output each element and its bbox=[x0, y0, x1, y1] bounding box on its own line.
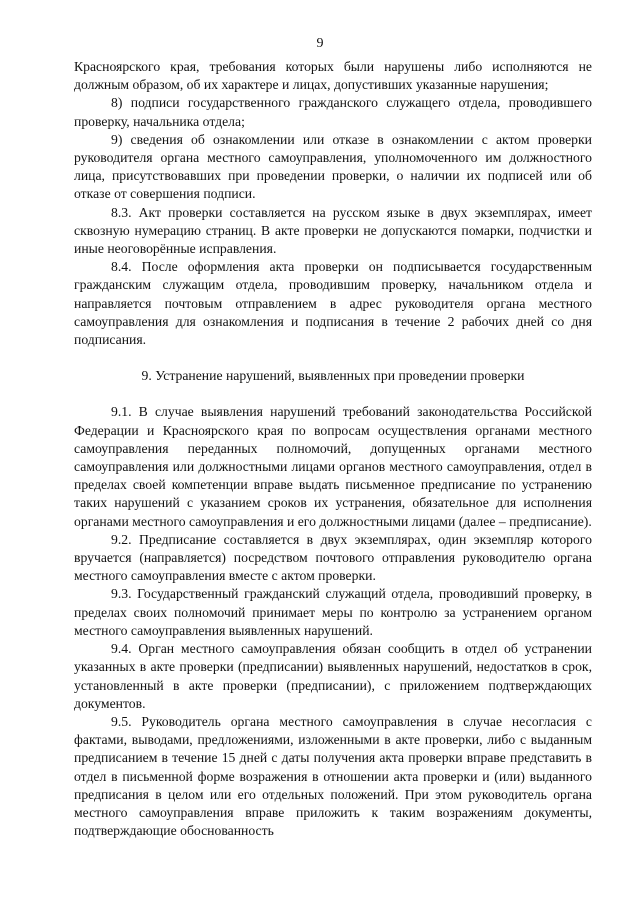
paragraph-item-9: 9) сведения об ознакомлении или отказе в ознакомлении с актом проверки руководителя органа местного самоуправления, уполномоченного им должностного лица, присутствовавших при проведении проверки, о наличии их подписей или об отказе от совершения подписи. bbox=[74, 131, 592, 202]
paragraph-9-2: 9.2. Предписание составляется в двух экземплярах, один экземпляр которого вручается (направляется) посредством почтового отправления руководителю органа местного самоуправления вместе с актом проверки. bbox=[74, 531, 592, 584]
paragraph-9-5: 9.5. Руководитель органа местного самоуправления в случае несогласия с фактами, выводами, предложениями, изложенными в акте проверки, либо с выданным предписанием в течение 15 дней с даты получения акта проверки вправе представить в отдел в письменной форме возражения в отношении акта проверки и (или) выданного предписания в целом или его отдельных положений. При этом руководитель органа местного самоуправления вправе приложить к таким возражениям документы, подтверждающие обоснованность bbox=[74, 713, 592, 839]
paragraph-8-3: 8.3. Акт проверки составляется на русском языке в двух экземплярах, имеет сквозную нумерацию страниц. В акте проверки не допускаются помарки, подчистки и иные неоговорённые исправления. bbox=[74, 204, 592, 257]
section-heading: 9. Устранение нарушений, выявленных при проведении проверки bbox=[141, 368, 525, 384]
paragraph-9-1: 9.1. В случае выявления нарушений требований законодательства Российской Федерации и Красноярского края по вопросам осуществления органами местного самоуправления переданных полномочий, допущенных органами местного самоуправления или должностными лицами органов местного самоуправления, отдел в пределах своей компетенции вправе выдать письменное предписание по устранению таких нарушений с указанием сроков их устранения, обязательное для исполнения органами местного самоуправления и его должностными лицами (далее – предписание). bbox=[74, 404, 592, 529]
document-body bbox=[74, 58, 592, 840]
paragraph-continuation: Красноярского края, требования которых были нарушены либо исполняются не должным образом, об их характере и лицах, допустивших указанные нарушения; bbox=[74, 59, 592, 93]
paragraph-9-4: 9.4. Орган местного самоуправления обязан сообщить в отдел об устранении указанных в акте проверки (предписании) выявленных нарушений, недостатков в срок, установленный в акте проверки (предписании), с приложением подтверждающих документов. bbox=[74, 641, 592, 711]
paragraph-8-4: 8.4. После оформления акта проверки он подписывается государственным гражданским служащим отдела, проводившим проверку, начальником отдела и направляется почтовым отправлением в адрес руководителя органа местного самоуправления для ознакомления и подписания в течение 2 рабочих дней со дня подписания. bbox=[74, 259, 592, 348]
page-number: 9 bbox=[316, 36, 324, 51]
paragraph-item-8: 8) подписи государственного гражданского служащего отдела, проводившего проверку, начальника отдела; bbox=[74, 95, 592, 129]
paragraph-9-3: 9.3. Государственный гражданский служащий отдела, проводивший проверку, в пределах своих полномочий принимает меры по контролю за устранением органом местного самоуправления выявленных нарушений. bbox=[74, 586, 592, 638]
